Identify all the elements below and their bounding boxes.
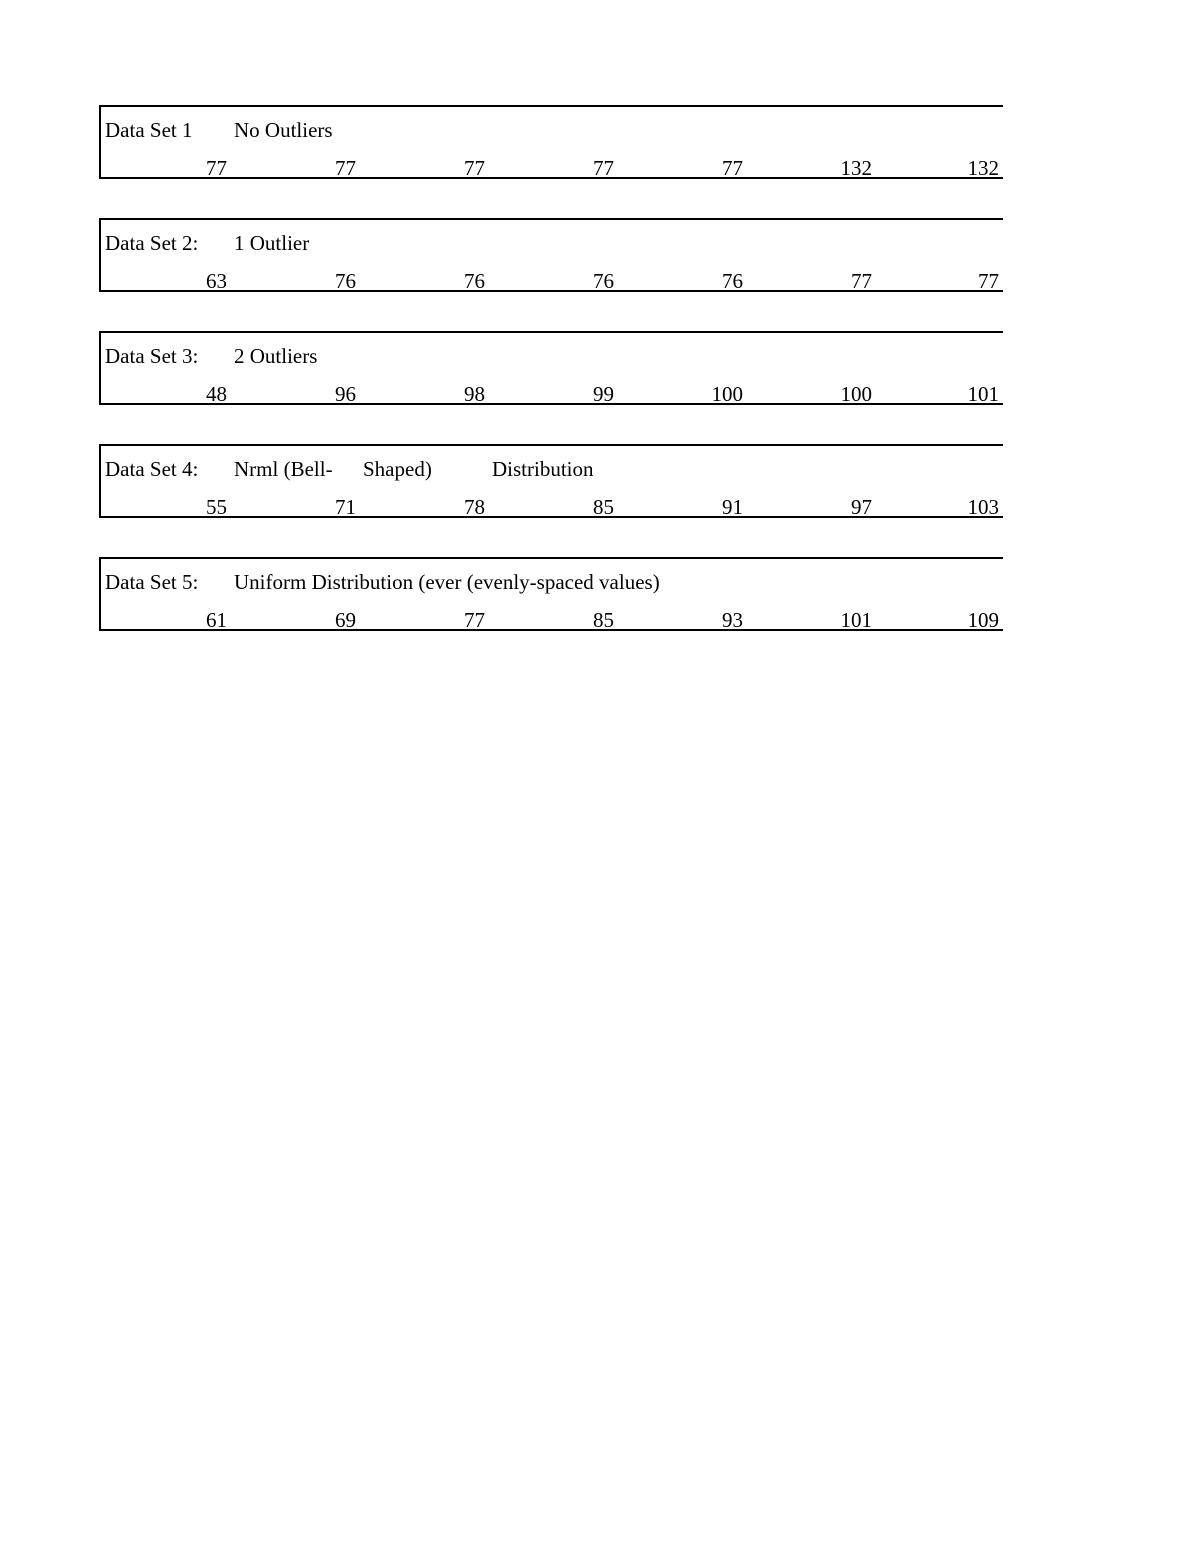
data-set-4-description-part-2: Shaped)	[363, 457, 432, 481]
data-set-3-values	[101, 381, 1003, 407]
data-set-1-table	[99, 105, 1003, 179]
value-cell: 103	[967, 495, 999, 519]
data-set-4-name: Data Set 4:	[105, 457, 199, 481]
value-cell: 76	[722, 269, 743, 293]
value-cell: 61	[206, 608, 227, 632]
value-cell: 101	[840, 608, 872, 632]
value-cell: 91	[722, 495, 743, 519]
value-cell: 78	[464, 495, 485, 519]
data-set-5-name: Data Set 5:	[105, 570, 199, 594]
data-set-2-name: Data Set 2:	[105, 231, 199, 255]
data-set-1-header	[105, 117, 995, 143]
data-set-2-header	[105, 230, 995, 256]
data-set-4-header	[105, 456, 995, 482]
value-cell: 132	[967, 156, 999, 180]
value-cell: 97	[851, 495, 872, 519]
value-cell: 99	[593, 382, 614, 406]
value-cell: 85	[593, 495, 614, 519]
value-cell: 100	[840, 382, 872, 406]
data-set-5-values	[101, 607, 1003, 633]
value-cell: 77	[593, 156, 614, 180]
data-set-3-description: 2 Outliers	[234, 344, 318, 368]
value-cell: 55	[206, 495, 227, 519]
data-set-4-values	[101, 494, 1003, 520]
data-set-4-description-part-3: Distribution	[492, 457, 594, 481]
value-cell: 76	[464, 269, 485, 293]
data-set-3-name: Data Set 3:	[105, 344, 199, 368]
value-cell: 100	[711, 382, 743, 406]
data-set-2-table	[99, 218, 1003, 292]
data-set-1-values	[101, 155, 1003, 181]
data-set-3-table	[99, 331, 1003, 405]
data-set-5-table	[99, 557, 1003, 631]
value-cell: 96	[335, 382, 356, 406]
value-cell: 48	[206, 382, 227, 406]
value-cell: 76	[593, 269, 614, 293]
data-set-2-values	[101, 268, 1003, 294]
value-cell: 101	[967, 382, 999, 406]
value-cell: 77	[206, 156, 227, 180]
value-cell: 77	[464, 608, 485, 632]
data-set-5-header	[105, 569, 995, 595]
value-cell: 98	[464, 382, 485, 406]
value-cell: 85	[593, 608, 614, 632]
value-cell: 77	[464, 156, 485, 180]
value-cell: 109	[967, 608, 999, 632]
value-cell: 63	[206, 269, 227, 293]
data-set-3-header	[105, 343, 995, 369]
data-set-4-table	[99, 444, 1003, 518]
data-set-2-description: 1 Outlier	[234, 231, 310, 255]
data-set-1-name: Data Set 1	[105, 118, 193, 142]
value-cell: 132	[840, 156, 872, 180]
data-set-4-description: Nrml (Bell-	[234, 457, 333, 481]
data-set-1-description: No Outliers	[234, 118, 333, 142]
value-cell: 77	[722, 156, 743, 180]
value-cell: 69	[335, 608, 356, 632]
value-cell: 71	[335, 495, 356, 519]
value-cell: 77	[978, 269, 999, 293]
value-cell: 77	[851, 269, 872, 293]
value-cell: 93	[722, 608, 743, 632]
value-cell: 77	[335, 156, 356, 180]
value-cell: 76	[335, 269, 356, 293]
data-set-5-description: Uniform Distribution (ever (evenly-spaced values)	[234, 570, 660, 594]
